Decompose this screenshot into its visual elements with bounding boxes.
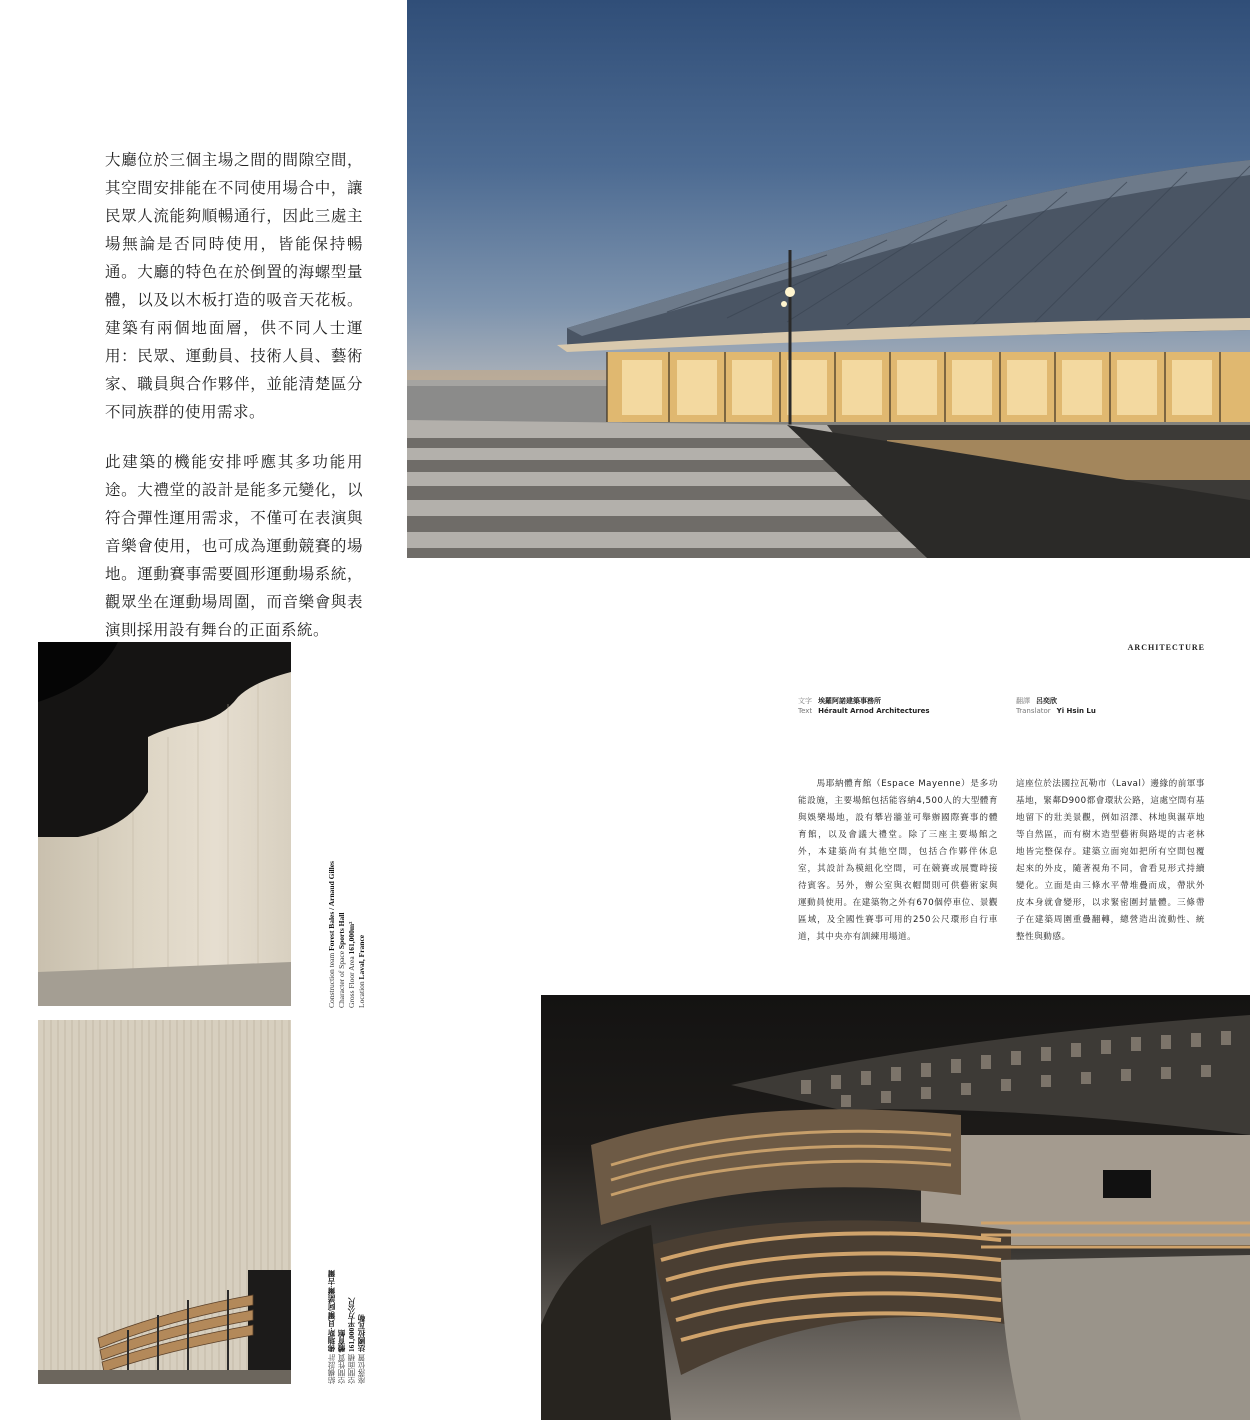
photo-interior-seats bbox=[38, 1020, 291, 1384]
translator-credit-zh: 翻譯 呂奕欣 bbox=[1016, 697, 1057, 705]
vertical-credits-en bbox=[327, 861, 367, 1008]
vcredit-zh-4: 座落位置 法國拉瓦勒 bbox=[357, 1314, 366, 1384]
photo-auditorium-illustration bbox=[541, 995, 1250, 1420]
intro-text bbox=[105, 146, 363, 666]
author-credit-en: Text Hérault Arnod Architectures bbox=[798, 707, 930, 715]
vcredit-en-3: Gross Floor Area 161,000m² bbox=[347, 921, 356, 1008]
vcredit-en-1: Construction team Forest Bales / Arnaud Gilles bbox=[327, 861, 336, 1008]
photo-interior-seats-illustration bbox=[38, 1020, 291, 1384]
vcredit-zh-1: 結構設計 佛瑞斯·貝爾/阿諾爾·吉爾 bbox=[327, 1270, 336, 1384]
photo-auditorium bbox=[541, 995, 1250, 1420]
intro-paragraph-2: 此建築的機能安排呼應其多功能用途。大禮堂的設計是能多元變化，以符合彈性運用需求，不僅可在表演與音樂會使用，也可成為運動競賽的場地。運動賽事需要圓形運動場系統，觀眾坐在運動場周圍，而音樂會與表演則採用設有舞台的正面系統。 bbox=[105, 453, 363, 639]
article-body-column-2: 這座位於法國拉瓦勒市（Laval）邊緣的前軍事基地，緊鄰D900都會環狀公路，這處空間有基地留下的壯美景觀，例如沼澤、林地與濕草地等自然區，而有樹木造型藝術與路堤的古老林地皆完整保存。建築立面宛如把所有空間包覆起來的外皮，隨著視角不同，會看見形式持續變化。立面是由三條水平帶堆疊而成，帶狀外皮本身就會變形，以求緊密圍封量體。三條帶子在建築周圍重疊翻轉，總營造出流動性、統整性與動感。 bbox=[1016, 779, 1205, 942]
photo-interior-wall-illustration bbox=[38, 642, 291, 1006]
vcredit-zh-2: 空間性質 體育館 bbox=[337, 1329, 346, 1384]
hero-photo-illustration bbox=[407, 0, 1250, 558]
photo-interior-wall bbox=[38, 642, 291, 1006]
vcredit-en-4: Location Laval, France bbox=[357, 934, 366, 1008]
translator-credit-en: Translator Yi Hsin Lu bbox=[1016, 707, 1096, 715]
article-body-column-1: 馬耶納體育館（Espace Mayenne）是多功能設施，主要場館包括能容納4,500人的大型體育與娛樂場地，設有攀岩牆並可舉辦國際賽事的體育館，以及會議大禮堂。除了三座主要場館之外，本建築尚有其他空間，包括合作夥伴休息室，其設計為模組化空間，可在競賽或展覽時接待賓客。另外，辦公室與衣帽間則可供藝術家與運動員使用。在建築物之外有670個停車位、景觀區域，及全國性賽事可用的250公尺環形自行車道，其中央亦有訓練用場道。 bbox=[798, 779, 998, 942]
vertical-credits-zh bbox=[327, 1270, 367, 1384]
author-credit bbox=[798, 696, 998, 716]
hero-photo-exterior bbox=[407, 0, 1250, 558]
vcredit-en-2: Character of Space Sports Hall bbox=[337, 912, 346, 1008]
intro-paragraph-1: 大廳位於三個主場之間的間隙空間，其空間安排能在不同使用場合中，讓民眾人流能夠順暢通行，因此三處主場無論是否同時使用，皆能保持暢通。大廳的特色在於倒置的海螺型量體，以及以木板打造的吸音天花板。建築有兩個地面層，供不同人士運用：民眾、運動員、技術人員、藝術家、職員與合作夥伴，並能清楚區分不同族群的使用需求。 bbox=[105, 151, 363, 421]
section-tag: ARCHITECTURE bbox=[1127, 643, 1205, 652]
vcredit-zh-3: 空間面積 161,000平方公尺 bbox=[347, 1297, 356, 1384]
translator-credit bbox=[1016, 696, 1206, 716]
author-credit-zh: 文字 埃羅阿諾建築事務所 bbox=[798, 697, 881, 705]
